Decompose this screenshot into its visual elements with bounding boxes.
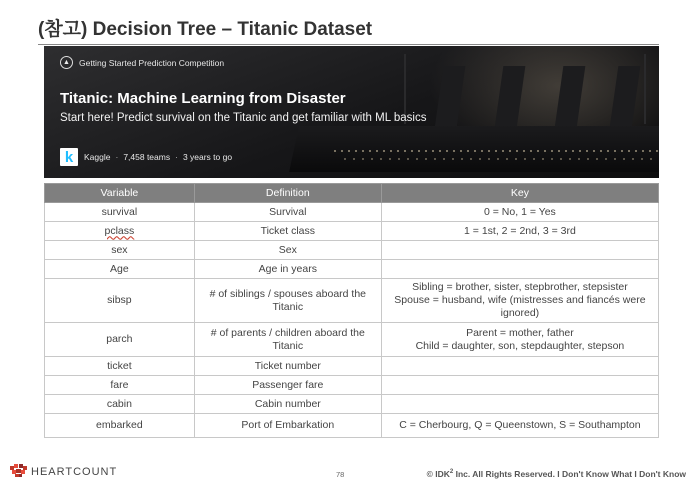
team-count[interactable]: 7,458 teams: [123, 152, 171, 162]
footer-logo: [10, 464, 117, 479]
table-row: [45, 357, 659, 376]
cell-key: 1 = 1st, 2 = 2nd, 3 = 3rd: [381, 222, 658, 241]
cell-variable: ticket: [45, 357, 195, 376]
cell-definition: # of parents / children aboard the Titanic: [194, 323, 381, 357]
cell-variable: survival: [45, 203, 195, 222]
host-name[interactable]: Kaggle: [84, 152, 111, 162]
cell-variable: embarked: [45, 414, 195, 438]
kaggle-logo-icon[interactable]: k: [60, 148, 78, 166]
table-row: [45, 323, 659, 357]
competition-banner[interactable]: [44, 46, 659, 178]
cell-definition: # of siblings / spouses aboard the Titanic: [194, 279, 381, 323]
cell-definition: Survival: [194, 203, 381, 222]
meta-separator: ·: [175, 152, 178, 162]
competition-type-label: Getting Started Prediction Competition: [79, 57, 225, 68]
cell-variable: sibsp: [45, 279, 195, 323]
cell-key: [381, 376, 658, 395]
cell-variable: Age: [45, 260, 195, 279]
cell-definition: Ticket number: [194, 357, 381, 376]
variable-table: [44, 183, 659, 438]
meta-separator: ·: [115, 152, 119, 162]
ship-lights: [344, 158, 654, 160]
ship-mast: [644, 54, 646, 124]
table-row: [45, 395, 659, 414]
ship-lights: [334, 150, 659, 152]
trophy-icon: ▲: [60, 56, 73, 69]
cell-key: 0 = No, 1 = Yes: [381, 203, 658, 222]
cell-variable: parch: [45, 323, 195, 357]
competition-subtitle: Start here! Predict survival on the Titanic and get familiar with ML basics: [60, 112, 427, 124]
ship-hull: [289, 126, 659, 172]
brand-name: HEARTCOUNT: [31, 465, 118, 478]
page-number: 78: [336, 470, 345, 479]
table-header-row: [45, 184, 659, 203]
competition-title[interactable]: Titanic: Machine Learning from Disaster: [60, 90, 346, 107]
table-row: [45, 376, 659, 395]
time-remaining: 3 years to go: [182, 152, 233, 162]
competition-meta: [60, 148, 232, 166]
copyright-notice: [427, 469, 686, 479]
copyright-suffix: Inc. All Rights Reserved. I Don't Know What I Don't Know: [453, 469, 686, 479]
table-row: [45, 241, 659, 260]
copyright-prefix: © IDK: [426, 469, 450, 479]
cell-variable: sex: [45, 241, 195, 260]
heart-logo-icon: [10, 464, 27, 479]
title-divider: [38, 44, 659, 45]
cell-key: Parent = mother, father Child = daughter, son, stepdaughter, stepson: [381, 323, 658, 357]
cell-key: C = Cherbourg, Q = Queenstown, S = Southampton: [381, 414, 658, 438]
table-row: [45, 260, 659, 279]
table-body: [45, 203, 659, 438]
copyright-sup: 2: [449, 469, 454, 476]
cell-key: [381, 260, 658, 279]
cell-definition: Ticket class: [194, 222, 381, 241]
table-row: [45, 203, 659, 222]
table-row: [45, 414, 659, 438]
cell-definition: Age in years: [194, 260, 381, 279]
table-row: [45, 222, 659, 241]
cell-definition: Passenger fare: [194, 376, 381, 395]
cell-variable: cabin: [45, 395, 195, 414]
cell-definition: Cabin number: [194, 395, 381, 414]
header-key: Key: [381, 184, 658, 203]
header-variable: Variable: [45, 184, 195, 203]
cell-key: [381, 395, 658, 414]
competition-type: [60, 56, 224, 69]
cell-key: [381, 357, 658, 376]
cell-key: Sibling = brother, sister, stepbrother, stepsister Spouse = husband, wife (mistresses and fiancés were ignored): [381, 279, 658, 323]
cell-variable: fare: [45, 376, 195, 395]
cell-definition: Sex: [194, 241, 381, 260]
cell-variable: pclass: [45, 222, 195, 241]
cell-key: [381, 241, 658, 260]
cell-definition: Port of Embarkation: [194, 414, 381, 438]
header-definition: Definition: [194, 184, 381, 203]
slide-title: (참고) Decision Tree – Titanic Dataset: [38, 19, 373, 40]
table-row: [45, 279, 659, 323]
